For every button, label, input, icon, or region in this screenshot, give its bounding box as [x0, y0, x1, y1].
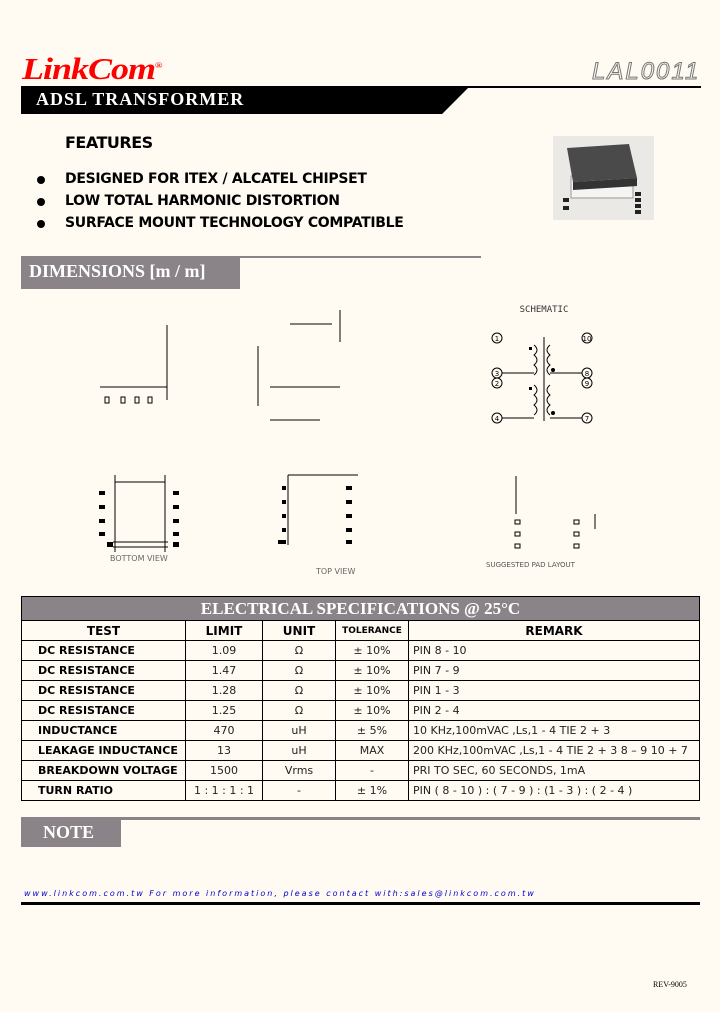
- side-view-drawings: [90, 300, 390, 450]
- tolerance-cell: ± 1%: [336, 781, 409, 801]
- svg-text:7: 7: [584, 415, 590, 423]
- remark-cell: PRI TO SEC, 60 SECONDS, 1mA: [409, 761, 700, 781]
- product-photo: [553, 136, 654, 220]
- table-row: [22, 761, 700, 781]
- bottom-view-drawing: [85, 470, 205, 560]
- tolerance-cell: -: [336, 761, 409, 781]
- revision: REV-9005: [653, 980, 687, 989]
- table-row: [22, 741, 700, 761]
- tolerance-cell: ± 10%: [336, 681, 409, 701]
- table-row: [22, 781, 700, 801]
- tolerance-cell: ± 10%: [336, 661, 409, 681]
- schematic-label: SCHEMATIC: [519, 305, 569, 315]
- unit-cell: Ω: [263, 661, 336, 681]
- limit-cell: 1500: [186, 761, 263, 781]
- test-cell: DC RESISTANCE: [22, 701, 186, 721]
- pad-layout-drawing: [500, 474, 620, 560]
- tolerance-cell: ± 10%: [336, 641, 409, 661]
- unit-cell: -: [263, 781, 336, 801]
- linkcom-logo: LinkCom®: [22, 52, 162, 86]
- remark-cell: PIN 8 - 10: [409, 641, 700, 661]
- unit-cell: uH: [263, 721, 336, 741]
- electrical-spec-table: [21, 596, 700, 801]
- svg-text:10: 10: [582, 335, 592, 343]
- limit-cell: 470: [186, 721, 263, 741]
- unit-cell: Ω: [263, 641, 336, 661]
- svg-text:2: 2: [494, 380, 500, 388]
- svg-text:4: 4: [494, 415, 500, 423]
- part-number: LAL0011: [592, 58, 701, 85]
- svg-text:1: 1: [494, 335, 500, 343]
- limit-cell: 1.25: [186, 701, 263, 721]
- remark-cell: PIN 1 - 3: [409, 681, 700, 701]
- feature-item: DESIGNED FOR ITEX / ALCATEL CHIPSET: [65, 171, 367, 187]
- col-limit: LIMIT: [186, 621, 263, 641]
- limit-cell: 1.47: [186, 661, 263, 681]
- table-row: [22, 721, 700, 741]
- remark-cell: PIN ( 8 - 10 ) : ( 7 - 9 ) : (1 - 3 ) : ( 2 - 4 ): [409, 781, 700, 801]
- remark-cell: PIN 2 - 4: [409, 701, 700, 721]
- note-rule: [21, 817, 700, 820]
- feature-item: SURFACE MOUNT TECHNOLOGY COMPATIBLE: [65, 215, 404, 231]
- schematic: [484, 305, 604, 423]
- table-row: [22, 701, 700, 721]
- bottom-view-label: BOTTOM VIEW: [110, 554, 168, 563]
- remark-cell: PIN 7 - 9: [409, 661, 700, 681]
- test-cell: DC RESISTANCE: [22, 681, 186, 701]
- remark-cell: 10 KHz,100mVAC ,Ls,1 - 4 TIE 2 + 3: [409, 721, 700, 741]
- features-heading: FEATURES: [65, 133, 153, 152]
- top-view-label: TOP VIEW: [316, 567, 356, 576]
- unit-cell: Ω: [263, 681, 336, 701]
- table-row: [22, 641, 700, 661]
- test-cell: LEAKAGE INDUCTANCE: [22, 741, 186, 761]
- unit-cell: Vrms: [263, 761, 336, 781]
- limit-cell: 1 : 1 : 1 : 1: [186, 781, 263, 801]
- feature-item: LOW TOTAL HARMONIC DISTORTION: [65, 193, 340, 209]
- col-tolerance: TOLERANCE: [336, 621, 409, 641]
- svg-text:8: 8: [584, 370, 590, 378]
- tolerance-cell: ± 10%: [336, 701, 409, 721]
- test-cell: DC RESISTANCE: [22, 641, 186, 661]
- note-heading: NOTE: [43, 822, 95, 842]
- table-row: [22, 661, 700, 681]
- svg-text:9: 9: [584, 380, 590, 388]
- table-row: [22, 681, 700, 701]
- bullet-icon: [37, 176, 45, 184]
- test-cell: TURN RATIO: [22, 781, 186, 801]
- bullet-icon: [37, 220, 45, 228]
- limit-cell: 1.09: [186, 641, 263, 661]
- table-header: [22, 621, 700, 641]
- bullet-icon: [37, 198, 45, 206]
- pad-layout-label: SUGGESTED PAD LAYOUT: [486, 561, 575, 569]
- unit-cell: uH: [263, 741, 336, 761]
- spec-title: ELECTRICAL SPECIFICATIONS @ 25°C: [22, 597, 700, 621]
- remark-cell: 200 KHz,100mVAC ,Ls,1 - 4 TIE 2 + 3 8 – 9 10 + 7: [409, 741, 700, 761]
- col-test: TEST: [22, 621, 186, 641]
- test-cell: DC RESISTANCE: [22, 661, 186, 681]
- footer-rule: [21, 902, 700, 905]
- test-cell: BREAKDOWN VOLTAGE: [22, 761, 186, 781]
- tolerance-cell: ± 5%: [336, 721, 409, 741]
- limit-cell: 1.28: [186, 681, 263, 701]
- col-remark: REMARK: [409, 621, 700, 641]
- col-unit: UNIT: [263, 621, 336, 641]
- tolerance-cell: MAX: [336, 741, 409, 761]
- product-title: ADSL TRANSFORMER: [36, 89, 245, 109]
- contact-link[interactable]: www.linkcom.com.tw For more information, please contact with:sales@linkcom.com.tw: [24, 889, 536, 898]
- unit-cell: Ω: [263, 701, 336, 721]
- top-view-drawing: [270, 470, 370, 550]
- test-cell: INDUCTANCE: [22, 721, 186, 741]
- svg-text:3: 3: [494, 370, 500, 378]
- dimensions-heading: DIMENSIONS [m / m]: [29, 261, 206, 281]
- limit-cell: 13: [186, 741, 263, 761]
